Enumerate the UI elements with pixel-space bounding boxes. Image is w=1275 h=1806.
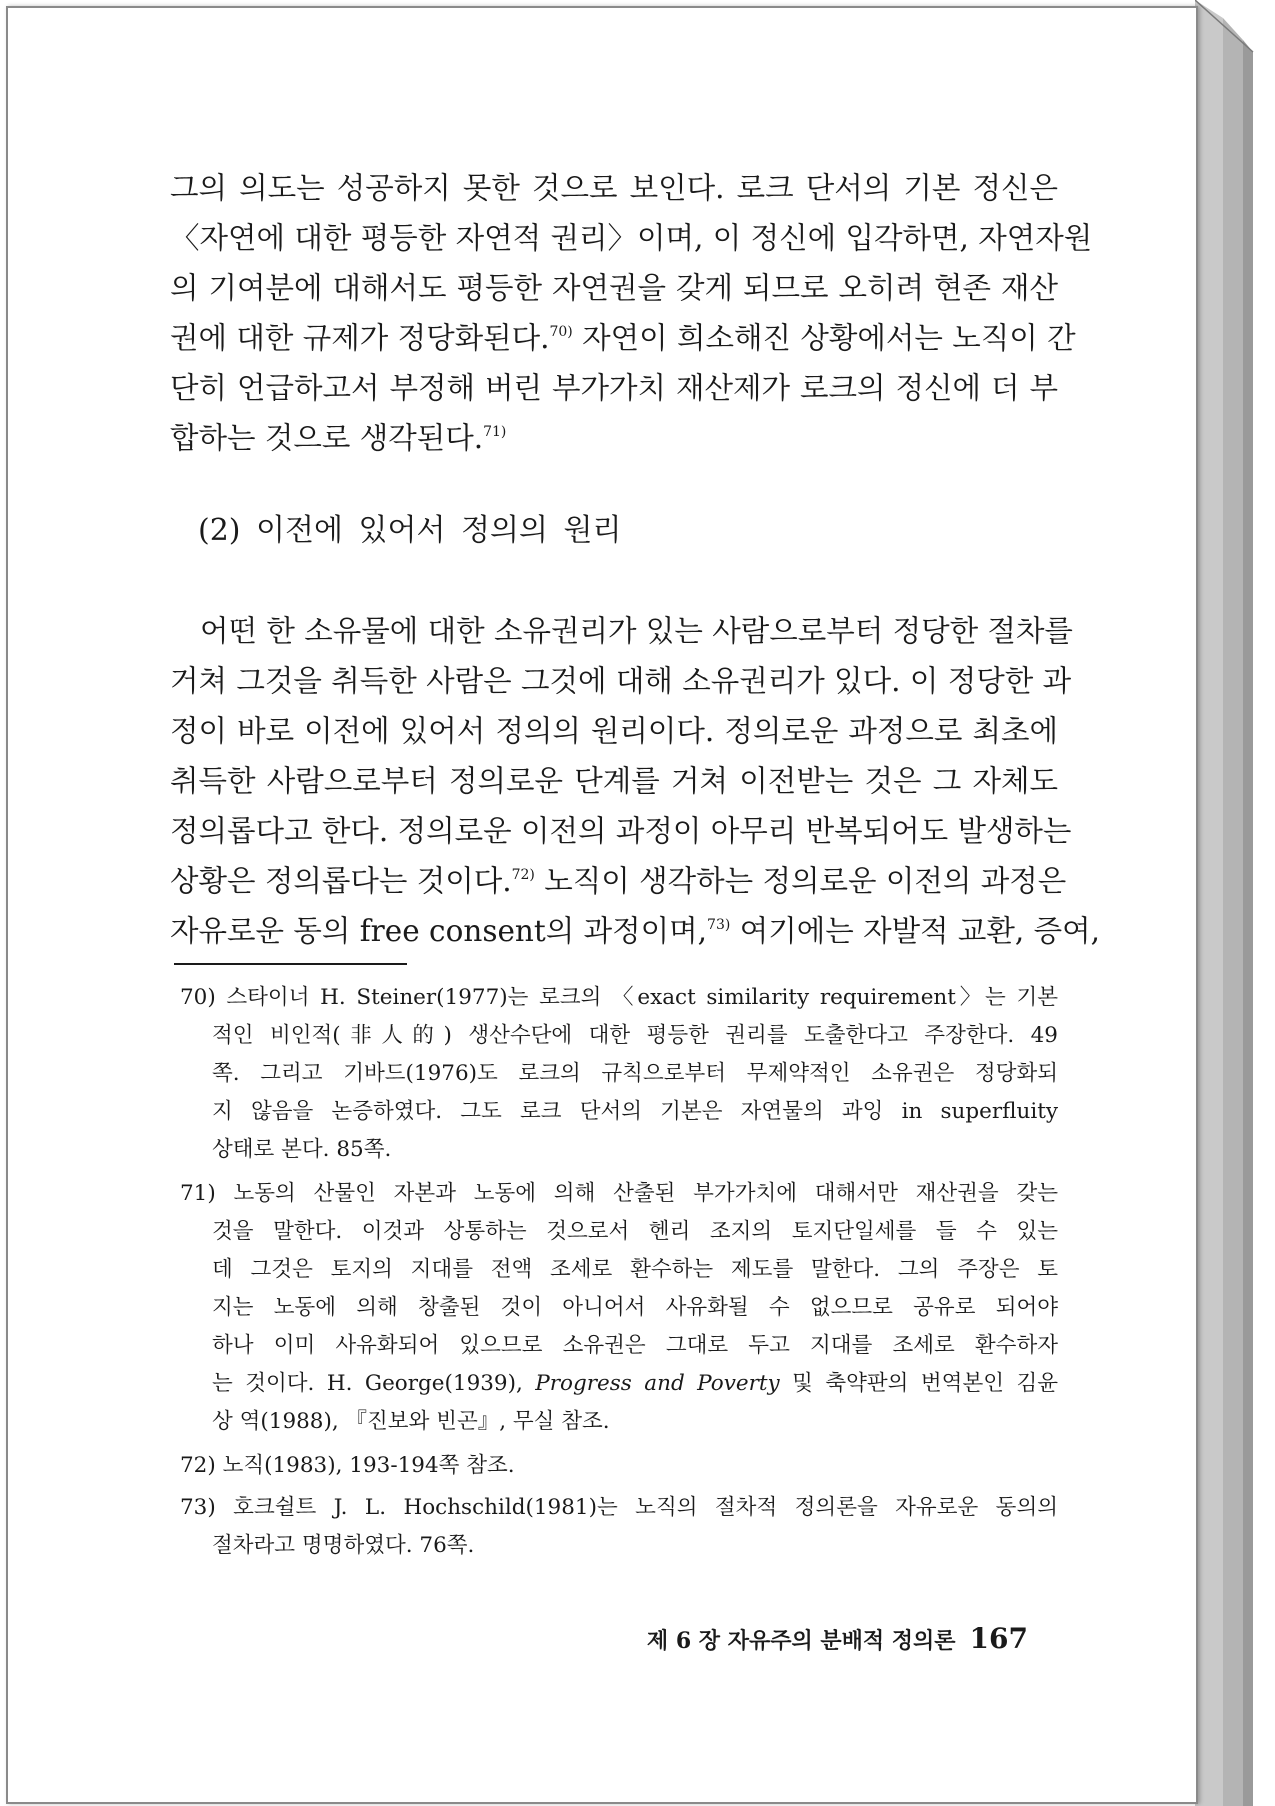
footnote-line: 70) 스타이너 H. Steiner(1977)는 로크의 〈exact similarity requirement〉는 기본 [180,985,1058,1010]
paragraph1-line: 단히 언급하고서 부정해 버린 부가가치 재산제가 로크의 정신에 더 부 [170,371,1058,405]
footnote-line: 것을 말한다. 이것과 상통하는 것으로서 헨리 조지의 토지단일세를 들 수 있는 [212,1219,1058,1244]
paragraph2-line-text: 상황은 정의롭다는 것이다. [170,864,512,898]
paragraph1-line [170,413,1058,463]
footnote-line: 72) 노직(1983), 193-194쪽 참조. [180,1453,515,1478]
paragraph1-line-text: 자연이 희소해진 상황에서는 노직이 간 [582,321,1076,355]
paragraph1-line-text: 합하는 것으로 생각된다. [170,421,484,455]
footnote-separator [174,963,407,965]
footnote-line: 지는 노동에 의해 창출된 것이 아니어서 사유화될 수 없으므로 공유로 되어야 [212,1295,1058,1320]
paragraph1-line-text: 권에 대한 규제가 정당화된다. [170,321,550,355]
footnote-line: 적인 비인적(非人的) 생산수단에 대한 평등한 권리를 도출한다고 주장한다. 49 [212,1023,1058,1048]
paragraph2-line: 정의롭다고 한다. 정의로운 이전의 과정이 아무리 반복되어도 발생하는 [170,814,1072,848]
paragraph1-line [170,313,1076,363]
chapter-title: 제 6 장 자유주의 분배적 정의론 [646,1628,956,1654]
footnote-ref: 71) [483,424,507,440]
paragraph2-line-text: 여기에는 자발적 교환, 증여, [739,914,1101,948]
paragraph2-line [170,906,1101,956]
paragraph1-line: 〈자연에 대한 평등한 자연적 권리〉이며, 이 정신에 입각하면, 자연자원 [170,221,1093,255]
footnote-ref: 72) [511,867,535,883]
paragraph2-line: 정이 바로 이전에 있어서 정의의 원리이다. 정의로운 과정으로 최초에 [170,714,1058,748]
footnote-line: 데 그것은 토지의 지대를 전액 조세로 환수하는 제도를 말한다. 그의 주장은 토 [212,1257,1058,1282]
paragraph1-line: 그의 의도는 성공하지 못한 것으로 보인다. 로크 단서의 기본 정신은 [170,171,1058,205]
paragraph2-line-text: 노직이 생각하는 정의로운 이전의 과정은 [544,864,1067,898]
paragraph2-line: 거쳐 그것을 취득한 사람은 그것에 대해 소유권리가 있다. 이 정당한 과 [170,664,1072,698]
footnote-line: 하나 이미 사유화되어 있으므로 소유권은 그대로 두고 지대를 조세로 환수하자 [212,1333,1058,1358]
book-title-italic: Progress and Poverty [535,1371,780,1396]
paragraph2-line-text: 자유로운 동의 free consent의 과정이며, [170,914,708,948]
book-page [6,6,1198,1804]
running-footer [608,1622,1028,1666]
section-heading: (2) 이전에 있어서 정의의 원리 [198,513,622,548]
footnote-line: 절차라고 명명하였다. 76쪽. [212,1533,475,1558]
footnote-line: 상태로 본다. 85쪽. [212,1137,392,1162]
paragraph2-line: 취득한 사람으로부터 정의로운 단계를 거쳐 이전받는 것은 그 자체도 [170,764,1058,798]
footnote-line: 71) 노동의 산물인 자본과 노동에 의해 산출된 부가가치에 대해서만 재산권을 갖는 [180,1181,1058,1206]
footnote-ref: 70) [549,324,573,340]
footnote-line: 상 역(1988), 『진보와 빈곤』, 무실 참조. [212,1409,610,1434]
footnote-line-text: 및 축약판의 번역본인 김윤 [792,1371,1058,1396]
footnote-line: 쪽. 그리고 기바드(1976)도 로크의 규칙으로부터 무제약적인 소유권은 정당화되 [212,1061,1058,1086]
paragraph1-line: 의 기여분에 대해서도 평등한 자연권을 갖게 되므로 오히려 현존 재산 [170,271,1058,305]
paragraph2-line [170,856,1067,906]
paragraph2-line: 어떤 한 소유물에 대한 소유권리가 있는 사람으로부터 정당한 절차를 [200,614,1073,648]
book-edge [1195,0,1275,1806]
footnote-ref: 73) [707,917,731,933]
footnote-line [212,1365,1058,1403]
page-number: 167 [969,1622,1028,1655]
footnote-line: 지 않음을 논증하였다. 그도 로크 단서의 기본은 자연물의 과잉 in superfluity [212,1099,1058,1124]
footnote-line-text: 는 것이다. H. George(1939), [212,1371,523,1396]
footnote-line: 73) 호크쉴트 J. L. Hochschild(1981)는 노직의 절차적 정의론을 자유로운 동의의 [180,1495,1058,1520]
